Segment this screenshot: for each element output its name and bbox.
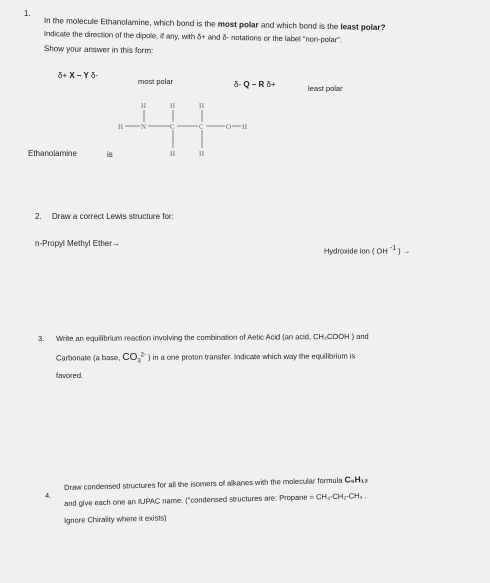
most-polar-label: most polar <box>138 77 174 86</box>
q1-line1-text: In the molecule Ethanolamine, which bond is the <box>43 16 218 29</box>
q2-prompt: Draw a correct Lewis structure for: <box>52 212 174 221</box>
q4-line1 <box>64 475 368 491</box>
carbonate-charge: 2- <box>140 352 147 359</box>
atom-c1: C <box>170 123 175 131</box>
q1-least-polar-bold: least polar? <box>340 22 386 33</box>
xy-bond: X – Y <box>69 71 89 80</box>
atom-h6: H <box>170 150 176 158</box>
delta-plus-right: δ+ <box>264 80 276 89</box>
q2-right-item <box>324 245 410 255</box>
q4-line3: Ignore Chirality where it exists) <box>63 513 167 525</box>
atom-h5: H <box>242 123 248 131</box>
q1-number: 1. <box>24 9 31 18</box>
atom-h2: H <box>170 102 176 110</box>
delta-minus-right: δ- <box>234 80 244 89</box>
atom-c2: C <box>199 123 204 131</box>
atom-o: O <box>226 123 232 131</box>
q4-formula: C₅H₁₂ <box>344 474 369 485</box>
q1-form-right <box>234 81 276 89</box>
q3-line3: favored. <box>56 371 84 380</box>
qr-bond: Q – R <box>243 80 265 89</box>
delta-plus-left: δ+ <box>58 71 70 80</box>
q3-line2-post: ) in a one proton transfer. Indicate which way the equilibrium is <box>145 351 356 362</box>
carbonate-subscript: 3 <box>137 358 141 365</box>
q3-number: 3. <box>38 334 45 343</box>
atom-h7: H <box>199 150 205 158</box>
q1-form-left <box>58 72 98 80</box>
q1-line2: Indicate the direction of the dipole, if any, with δ+ and δ- notations or the label "non-polar". <box>43 29 343 45</box>
delta-minus-left: δ- <box>88 71 99 80</box>
q2-number: 2. <box>35 212 42 221</box>
q4-line2: and give each one an IUPAC name. ("condensed structures are: Propane = CH₃-CH₂-CH₃ . <box>63 491 367 508</box>
atom-n: N <box>141 123 147 131</box>
ethanolamine-structure <box>115 100 255 170</box>
hydroxide-charge: -1 <box>389 245 397 252</box>
q1-line3: Show your answer in this form: <box>43 44 154 56</box>
carbonate-formula: CO <box>122 351 138 364</box>
q3-line2-pre: Carbonate (a base, <box>56 353 123 363</box>
atom-h4: H <box>118 123 124 131</box>
atom-h1: H <box>141 102 147 110</box>
is-label: is <box>107 150 113 159</box>
least-polar-label: least polar <box>308 84 343 93</box>
hydroxide-arrow: ) → <box>396 246 411 256</box>
q4-number: 4. <box>45 491 52 500</box>
q2-left-item: n-Propyl Methyl Ether→ <box>35 239 120 248</box>
q3-line1: Write an equilibrium reaction involving the combination of Aetic Acid (an acid, CH₃COOH ) and <box>55 331 369 343</box>
ethanolamine-label: Ethanolamine <box>28 149 77 158</box>
atom-h3: H <box>199 102 205 110</box>
q1-line1-mid: and which bond is the <box>258 20 341 32</box>
q4-line1-text: Draw condensed structures for all the isomers of alkanes with the molecular formula <box>64 475 345 492</box>
q3-line2 <box>56 351 355 365</box>
hydroxide-text: Hydroxide ion ( OH <box>324 246 390 256</box>
q1-most-polar-bold: most polar <box>217 19 259 30</box>
